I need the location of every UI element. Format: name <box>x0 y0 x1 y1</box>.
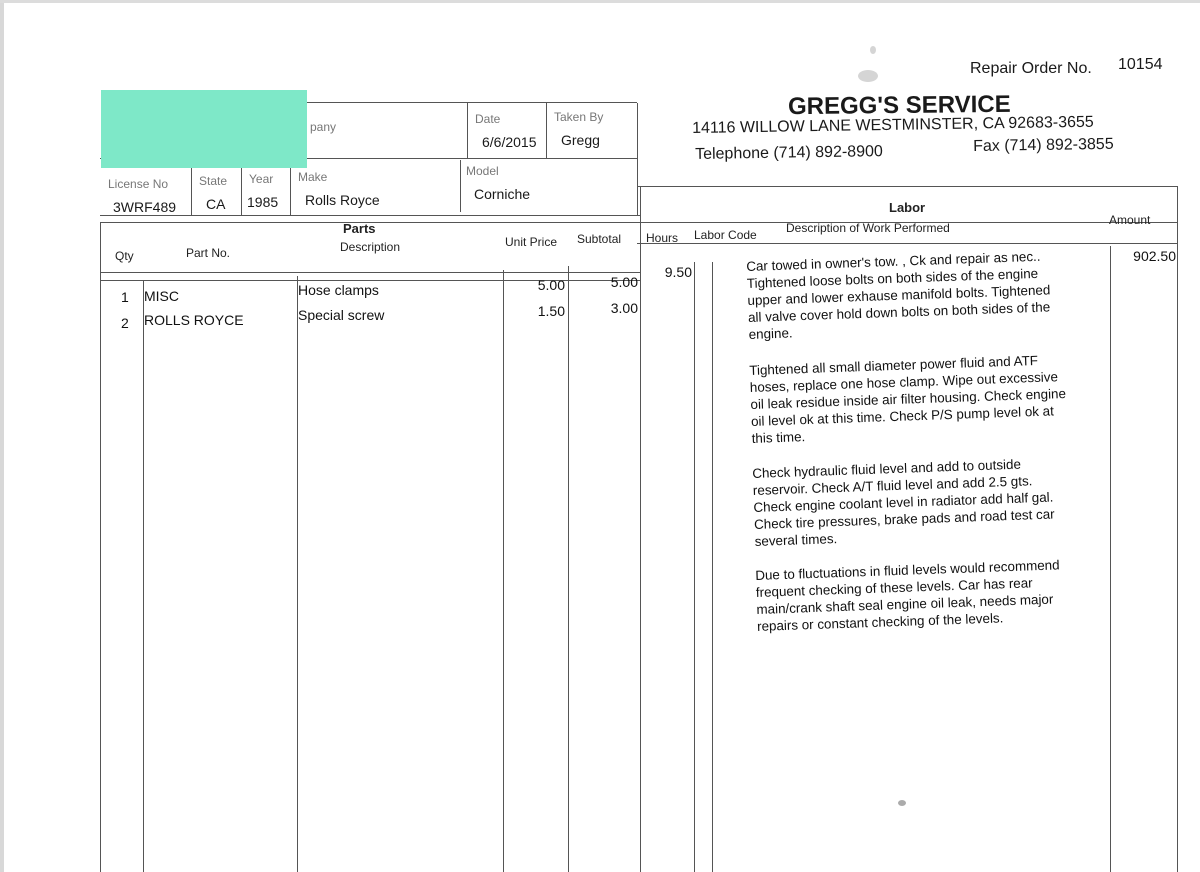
shop-fax: Fax (714) 892-3855 <box>973 135 1114 155</box>
state-label: State <box>199 174 228 188</box>
header-divider <box>241 165 242 215</box>
labor-col-rule <box>694 262 695 872</box>
model-value: Corniche <box>474 186 531 202</box>
header-rule <box>300 102 637 103</box>
ink-smudge <box>870 46 876 54</box>
parts-col-rule <box>143 280 144 872</box>
qty-cell: 1 <box>121 289 129 305</box>
taken-by-label: Taken By <box>554 110 604 124</box>
labor-paragraph-4: Due to fluctuations in fluid levels would recommend frequent checking of these levels. Car has rear main/crank shaft seal engine oil leak, needs major repairs or constant checking of the levels. <box>755 557 1060 634</box>
col-labor-description: Description of Work Performed <box>786 221 950 235</box>
parts-col-rule <box>568 266 569 872</box>
col-part-no: Part No. <box>186 246 231 260</box>
col-parts-description: Description <box>340 240 401 254</box>
subtotal-cell: 5.00 <box>610 274 638 290</box>
date-label: Date <box>475 112 501 126</box>
col-qty: Qty <box>115 249 134 263</box>
labor-amount: 902.50 <box>1133 248 1176 264</box>
repair-order-number: 10154 <box>1118 56 1163 73</box>
repair-order-label: Repair Order No. <box>970 60 1092 77</box>
license-label: License No <box>108 177 169 191</box>
labor-paragraph-2: Tightened all small diameter power fluid and ATF hoses, replace one hose clamp. Wipe out excessive oil leak residue inside air filter housing. Check engine oil level ok at this time. Check P/S pump level ok at this time. <box>749 352 1067 446</box>
labor-col-rule <box>712 262 713 872</box>
col-hours: Hours <box>646 231 679 245</box>
scan-top-edge <box>0 0 1200 3</box>
header-rule <box>100 215 640 216</box>
ink-smudge <box>858 70 878 82</box>
header-divider <box>546 103 547 158</box>
redaction-box <box>101 90 307 168</box>
col-subtotal: Subtotal <box>577 232 622 246</box>
table-right-border <box>1177 186 1178 872</box>
header-divider <box>460 160 461 212</box>
labor-paragraph-3: Check hydraulic fluid level and add to outside reservoir. Check A/T fluid level and add 2.5 gts. Check engine coolant level in radiator add half gal. Check tire pressures, brake pads and road test car several times. <box>752 456 1055 549</box>
column-header-bottom <box>100 272 640 273</box>
labor-paragraph-1: Car towed in owner's tow. , Ck and repair as nec.. Tightened loose bolts on both sides of the engine upper and lower exhause manifold bolts. Tightened all valve cover hold down bolts on both sides of the engine. <box>746 248 1051 342</box>
make-label: Make <box>298 170 328 184</box>
header-divider <box>191 168 192 215</box>
col-unit-price: Unit Price <box>505 235 558 249</box>
table-parts-labor-border <box>640 186 641 872</box>
subtotal-cell: 3.00 <box>610 300 638 316</box>
model-label: Model <box>466 164 499 178</box>
labor-section-title: Labor <box>889 200 926 215</box>
shop-name: GREGG'S SERVICE <box>787 90 1011 121</box>
col-amount: Amount <box>1109 213 1151 227</box>
company-label: pany <box>310 120 337 134</box>
labor-hours: 9.50 <box>664 264 692 280</box>
column-header-bottom <box>637 243 1178 244</box>
qty-cell: 2 <box>121 315 129 331</box>
parts-section-title: Parts <box>343 221 376 236</box>
scan-left-edge <box>0 0 4 872</box>
state-value: CA <box>206 196 226 212</box>
description-cell: Hose clamps <box>298 282 379 298</box>
ink-smudge <box>898 800 906 806</box>
header-divider <box>467 103 468 158</box>
make-value: Rolls Royce <box>305 192 380 208</box>
part-no-cell: ROLLS ROYCE <box>144 312 244 328</box>
year-value: 1985 <box>247 194 279 210</box>
year-label: Year <box>249 172 274 186</box>
column-header-top <box>100 222 1178 223</box>
unit-price-cell: 1.50 <box>537 303 565 319</box>
shop-address: 14116 WILLOW LANE WESTMINSTER, CA 92683-3655 <box>692 113 1094 137</box>
shop-telephone: Telephone (714) 892-8900 <box>695 143 883 163</box>
date-value: 6/6/2015 <box>482 134 537 150</box>
header-divider <box>637 103 638 215</box>
header-divider <box>290 162 291 215</box>
taken-by-value: Gregg <box>561 132 600 148</box>
table-top-rule <box>637 186 1177 187</box>
parts-col-rule <box>297 276 298 872</box>
description-cell: Special screw <box>298 307 385 323</box>
unit-price-cell: 5.00 <box>537 277 565 293</box>
parts-col-rule <box>503 270 504 872</box>
part-no-cell: MISC <box>144 288 179 304</box>
table-left-border <box>100 222 101 872</box>
license-value: 3WRF489 <box>113 199 177 215</box>
col-labor-code: Labor Code <box>694 228 757 242</box>
